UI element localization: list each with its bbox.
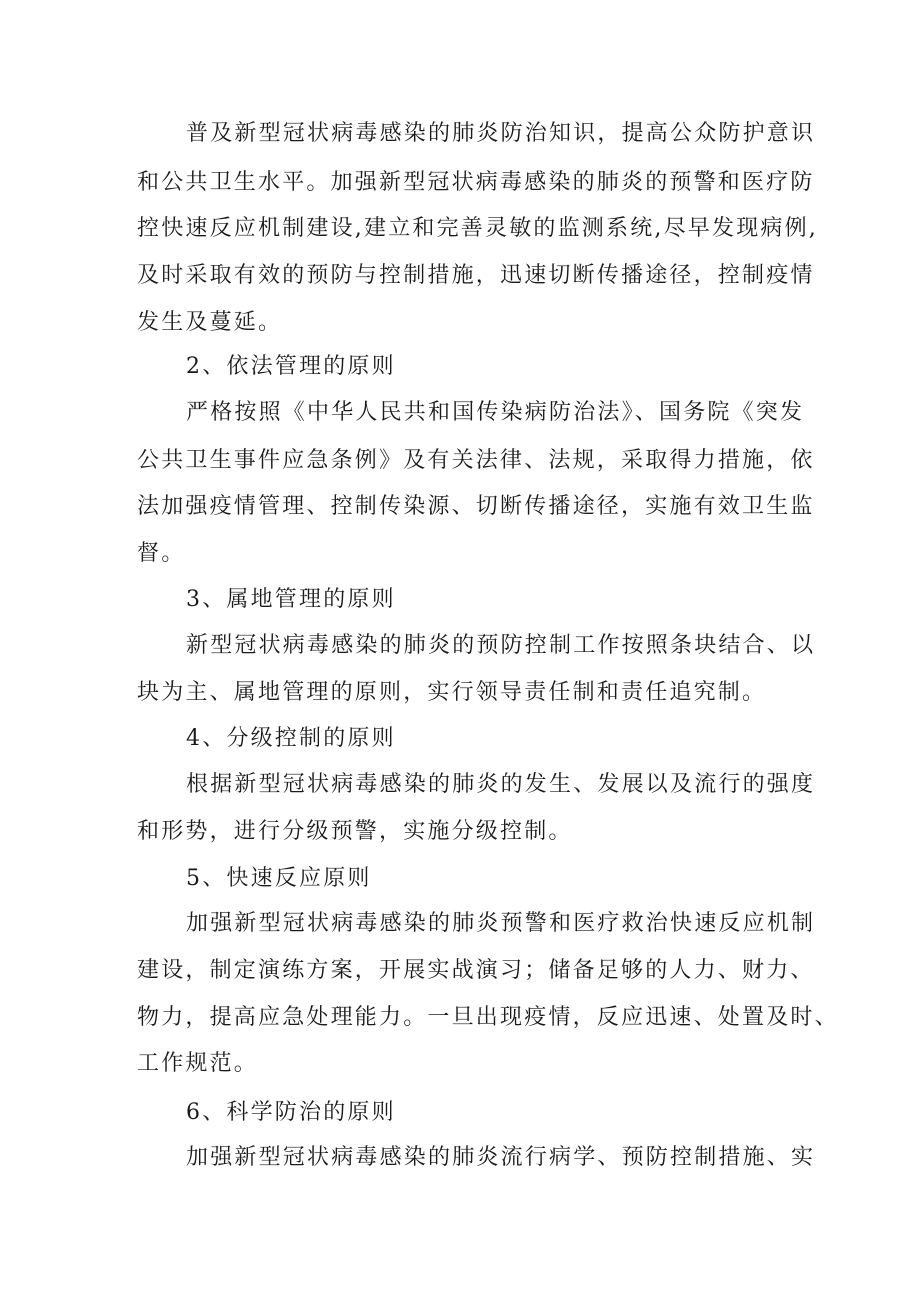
paragraph-line: 控快速反应机制建设,建立和完善灵敏的监测系统,尽早发现病例,: [137, 216, 818, 241]
section-heading: 5、快速反应原则: [186, 866, 372, 891]
paragraph-line: 加强新型冠状病毒感染的肺炎流行病学、预防控制措施、实: [186, 1145, 816, 1170]
paragraph-line: 新型冠状病毒感染的肺炎的预防控制工作按照条块结合、以: [186, 633, 816, 658]
paragraph-line: 加强新型冠状病毒感染的肺炎预警和医疗救治快速反应机制: [186, 911, 816, 936]
paragraph-line: 督。: [137, 541, 186, 566]
section-heading: 2、依法管理的原则: [186, 354, 396, 379]
section-heading: 4、分级控制的原则: [186, 726, 396, 751]
section-heading: 3、属地管理的原则: [186, 587, 396, 612]
paragraph-line: 发生及蔓延。: [137, 310, 283, 335]
paragraph-line: 严格按照《中华人民共和国传染病防治法》、国务院《突发: [186, 400, 805, 425]
paragraph-line: 建设，制定演练方案，开展实战演习；储备足够的人力、财力、: [137, 958, 815, 983]
section-heading: 6、科学防治的原则: [186, 1100, 396, 1125]
paragraph-line: 法加强疫情管理、控制传染源、切断传播途径，实施有效卫生监: [137, 494, 815, 519]
paragraph-line: 块为主、属地管理的原则，实行领导责任制和责任追究制。: [137, 680, 767, 705]
paragraph-line: 根据新型冠状病毒感染的肺炎的发生、发展以及流行的强度: [186, 772, 816, 797]
paragraph-line: 及时采取有效的预防与控制措施，迅速切断传播途径，控制疫情: [137, 263, 815, 288]
paragraph-line: 物力，提高应急处理能力。一旦出现疫情，反应迅速、处置及时、: [137, 1005, 839, 1030]
paragraph-line: 普及新型冠状病毒感染的肺炎防治知识，提高公众防护意识: [186, 121, 816, 146]
paragraph-line: 公共卫生事件应急条例》及有关法律、法规，采取得力措施，依: [137, 448, 815, 473]
paragraph-line: 工作规范。: [137, 1051, 259, 1076]
paragraph-line: 和形势，进行分级预警，实施分级控制。: [137, 819, 573, 844]
paragraph-line: 和公共卫生水平。加强新型冠状病毒感染的肺炎的预警和医疗防: [137, 170, 815, 195]
